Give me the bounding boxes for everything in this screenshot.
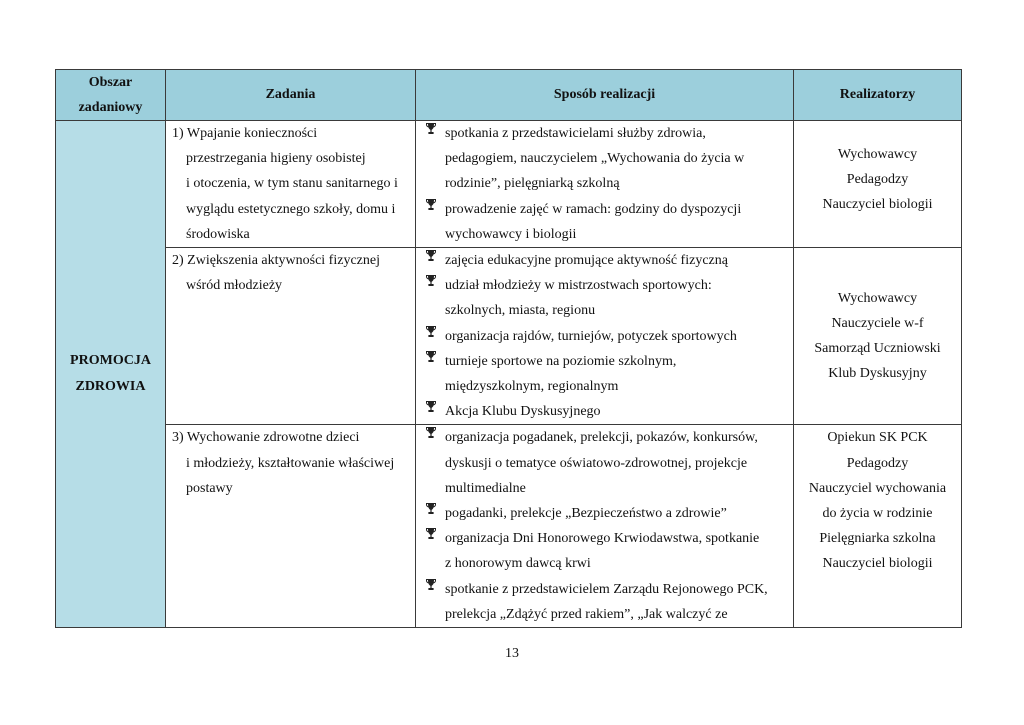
executor-line: Nauczyciel biologii <box>822 556 933 572</box>
method-text: prowadzenie zajęć w ramach: godziny do dyspozycji <box>445 201 742 217</box>
task-line: środowiska <box>186 226 250 242</box>
method-line <box>425 526 787 551</box>
task-line: wśród młodzieży <box>186 278 283 294</box>
method-cell <box>416 425 794 628</box>
method-text: rodzinie”, pielęgniarką szkolną <box>445 176 620 192</box>
trophy-icon <box>425 501 437 527</box>
task-cell <box>166 425 416 628</box>
area-cell <box>56 121 166 628</box>
task-line: i młodzieży, kształtowanie właściwej <box>186 455 395 471</box>
method-cell <box>416 121 794 248</box>
method-line <box>425 298 787 323</box>
executors-cell <box>794 425 962 628</box>
method-line <box>425 425 787 450</box>
method-line <box>425 248 787 273</box>
trophy-icon <box>425 425 437 451</box>
area-line1: PROMOCJA <box>70 353 151 369</box>
header-method: Sposób realizacji <box>416 70 794 121</box>
trophy-icon <box>425 577 437 603</box>
method-line <box>425 324 787 349</box>
task-line: przestrzegania higieny osobistej <box>186 151 366 167</box>
method-text: międzyszkolnym, regionalnym <box>445 379 619 395</box>
method-line <box>425 171 787 196</box>
executor-line: do życia w rodzinie <box>822 506 933 522</box>
trophy-icon <box>425 526 437 552</box>
header-row <box>56 70 962 121</box>
method-line <box>425 273 787 298</box>
executors-cell <box>794 121 962 248</box>
task-line: i otoczenia, w tym stanu sanitarnego i <box>186 176 398 192</box>
trophy-icon <box>425 349 437 375</box>
method-line <box>425 451 787 476</box>
method-list <box>416 121 793 247</box>
task-line: 3) Wychowanie zdrowotne dzieci <box>172 430 360 446</box>
method-line <box>425 577 787 602</box>
executors-cell <box>794 248 962 425</box>
method-line <box>425 222 787 247</box>
header-tasks: Zadania <box>166 70 416 121</box>
method-text: z honorowym dawcą krwi <box>445 556 591 572</box>
method-line <box>425 551 787 576</box>
method-text: wychowawcy i biologii <box>445 226 577 242</box>
method-text: Akcja Klubu Dyskusyjnego <box>445 404 601 420</box>
method-text: pogadanki, prelekcje „Bezpieczeństwo a zdrowie” <box>445 506 727 522</box>
task-line: 1) Wpajanie konieczności <box>172 126 318 141</box>
executor-line: Opiekun SK PCK <box>827 430 928 446</box>
method-line <box>425 349 787 374</box>
method-text: organizacja pogadanek, prelekcji, pokazów, konkursów, <box>445 430 758 446</box>
method-text: udział młodzieży w mistrzostwach sportowych: <box>445 278 712 294</box>
method-text: prelekcja „Zdążyć przed rakiem”, „Jak walczyć ze <box>445 606 728 622</box>
method-line <box>425 476 787 501</box>
method-text: spotkanie z przedstawicielem Zarządu Rejonowego PCK, <box>445 581 768 597</box>
task-cell <box>166 121 416 248</box>
header-executors: Realizatorzy <box>794 70 962 121</box>
method-list <box>416 248 793 424</box>
method-text: organizacja rajdów, turniejów, potyczek sportowych <box>445 328 737 344</box>
executor-line: Nauczyciel wychowania <box>808 480 947 496</box>
method-text: dyskusji o tematyce oświatowo-zdrowotnej, projekcje <box>445 455 748 471</box>
trophy-icon <box>425 399 437 425</box>
task-line: postawy <box>186 480 233 496</box>
trophy-icon <box>425 248 437 274</box>
page-number: 13 <box>505 646 519 661</box>
task-line: 2) Zwiększenia aktywności fizycznej <box>172 253 380 269</box>
method-text: pedagogiem, nauczycielem „Wychowania do życia w <box>445 151 745 167</box>
method-line <box>425 146 787 171</box>
trophy-icon <box>425 197 437 223</box>
method-line <box>425 399 787 424</box>
table-row <box>56 425 962 628</box>
method-text: szkolnych, miasta, regionu <box>445 303 596 319</box>
executor-line: Klub Dyskusyjny <box>828 366 927 382</box>
method-line <box>425 374 787 399</box>
table-row <box>56 121 962 248</box>
method-text: spotkania z przedstawicielami służby zdrowia, <box>445 126 706 141</box>
method-text: multimedialne <box>445 480 526 496</box>
method-line <box>425 602 787 627</box>
method-line <box>425 501 787 526</box>
method-line <box>425 197 787 222</box>
trophy-icon <box>425 324 437 350</box>
method-text: zajęcia edukacyjne promujące aktywność fizyczną <box>445 253 728 269</box>
plan-table <box>55 69 962 628</box>
area-line2: ZDROWIA <box>75 379 146 395</box>
table-row <box>56 248 962 425</box>
executor-line: Nauczyciele w-f <box>831 316 924 332</box>
header-area-line2: zadaniowy <box>78 100 143 115</box>
task-line: wyglądu estetycznego szkoły, domu i <box>186 201 396 217</box>
task-cell <box>166 248 416 425</box>
method-text: turnieje sportowe na poziomie szkolnym, <box>445 353 677 369</box>
executor-line: Samorząd Uczniowski <box>814 341 941 357</box>
trophy-icon <box>425 121 437 147</box>
executor-line: Nauczyciel biologii <box>822 197 933 213</box>
executor-line: Pedagodzy <box>846 172 909 188</box>
method-text: organizacja Dni Honorowego Krwiodawstwa, spotkanie <box>445 531 760 547</box>
trophy-icon <box>425 273 437 299</box>
executor-line: Pielęgniarka szkolna <box>819 531 936 547</box>
executor-line: Wychowawcy <box>837 290 918 306</box>
executor-line: Pedagodzy <box>846 455 909 471</box>
method-cell <box>416 248 794 425</box>
executor-line: Wychowawcy <box>837 147 918 162</box>
header-area <box>56 70 166 121</box>
header-area-line1: Obszar <box>88 75 133 90</box>
method-line <box>425 121 787 146</box>
method-list <box>416 425 793 627</box>
